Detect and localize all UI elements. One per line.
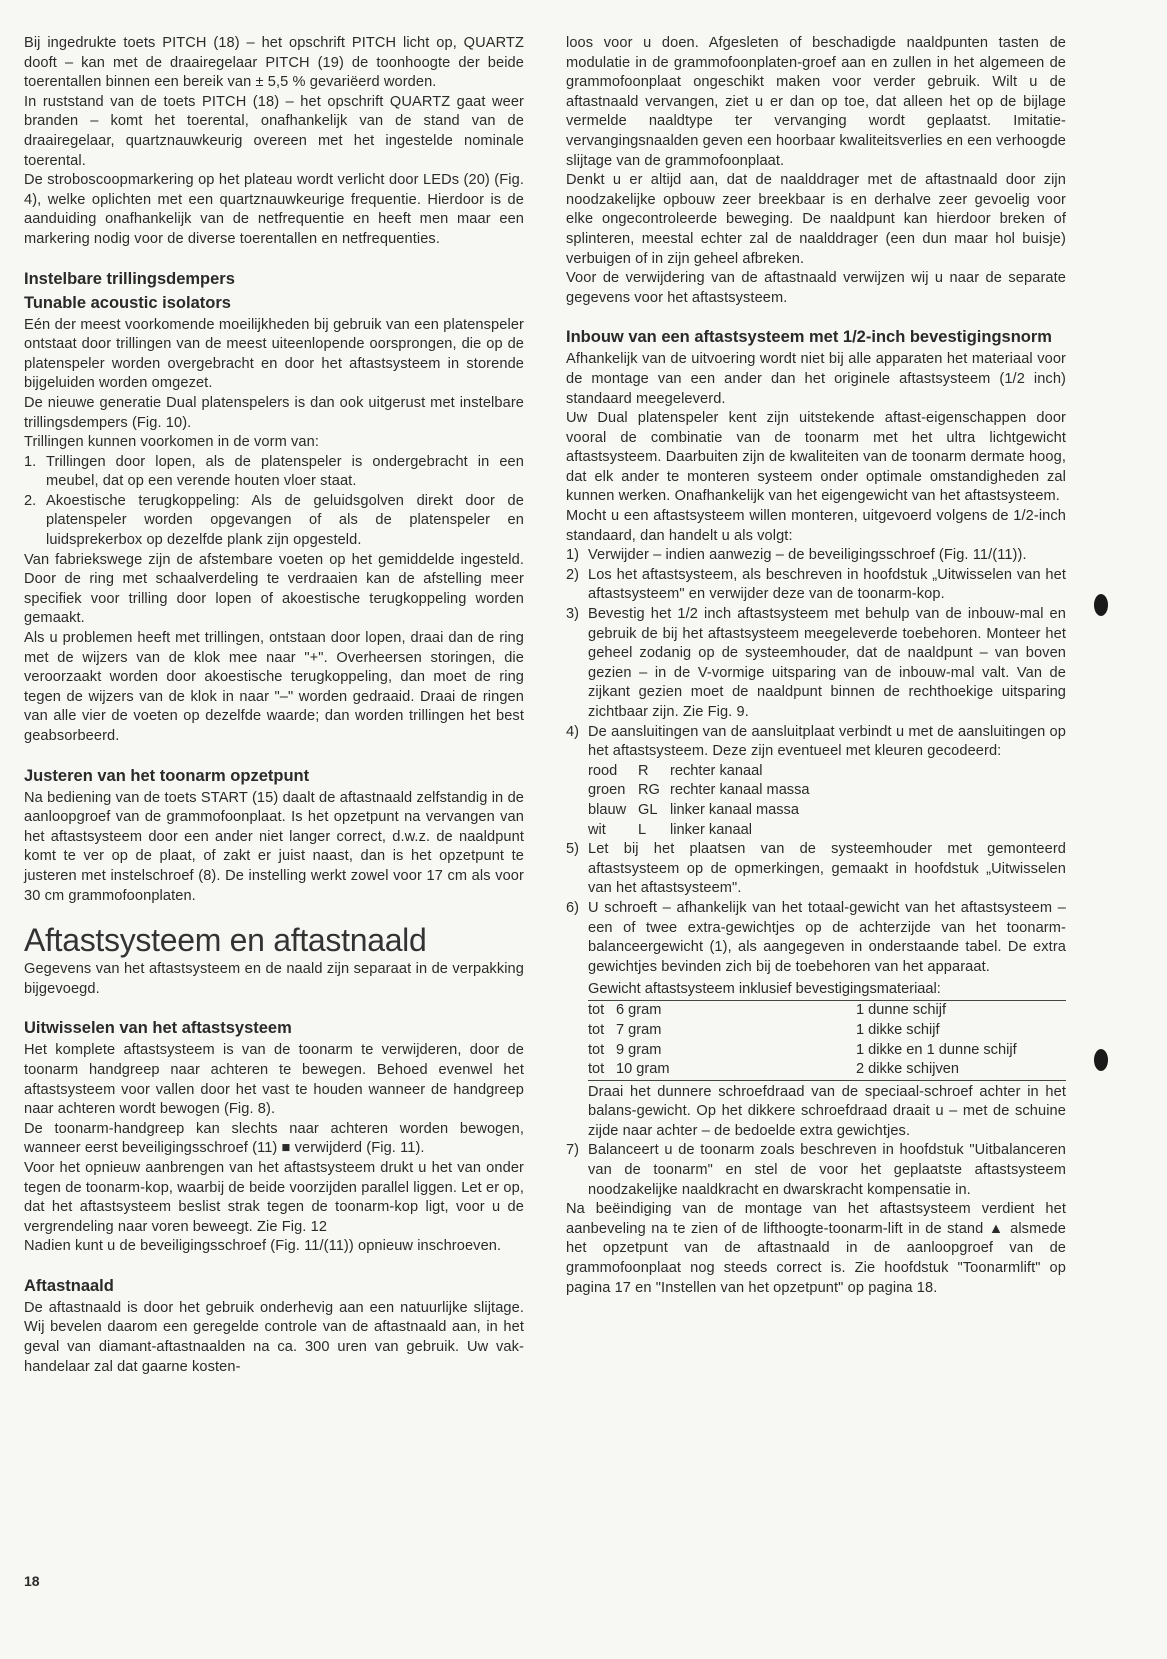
pitch-paragraph: Bij ingedrukte toets PITCH (18) – het opschrift PITCH licht op, QUARTZ dooft – kan met de draairegelaar PITCH (19) de toonhoogte der beide toerentallen binnen een bereik van ± 5,5 % gevariëerd worden.	[24, 35, 524, 91]
weight-prefix: tot	[588, 1021, 605, 1038]
quartz-paragraph: In ruststand van de toets PITCH (18) – het opschrift QUARTZ gaat weer branden – komt het toerental, onafhankelijk van de stand van de draairegelaar, quartznauwkeurig overeen met het ingestelde nominale toerental.	[24, 93, 524, 169]
right-column	[566, 34, 1066, 1298]
weight-desc: 1 dunne schijf	[856, 1002, 947, 1019]
section-intro: Gegevens van het aftastsysteem en de naald zijn separaat in de verpakking bijgevoegd.	[24, 961, 524, 997]
color-code: R	[638, 762, 649, 779]
binder-hole-mark	[1094, 1049, 1108, 1071]
heading-justeren: Justeren van het toonarm opzetpunt	[24, 766, 310, 785]
step-item	[566, 899, 1066, 977]
ring-adjust-paragraph: Als u problemen heeft met trillingen, ontstaan door lopen, draai dan de ring met de wijzers van de klok mee naar "+". Overheersen storingen, die veroorzaakt worden door akoestische terugkoppeling, dan moet de ring tegen de wijzers van de klok in naar "–" worden gedraaid. Draai de ringen van alle vier de voeten op dezelfde waarde; dan worden trillingen het best geabsorbeerd.	[24, 630, 524, 744]
step-text: Balanceert u de toonarm zoals beschreven in hoofdstuk "Uitbalanceren van de toonarm" en stel de voor het geplaatste aftastsysteem noodzakelijke naaldkracht en dwarskracht kompensatie in.	[588, 1142, 1066, 1198]
color-name: wit	[588, 821, 606, 838]
table-row	[588, 1060, 1066, 1080]
weight-gram: 7 gram	[616, 1021, 662, 1038]
step-item	[566, 840, 1066, 899]
naalddrager-paragraph: Denkt u er altijd aan, dat de naalddrager met de aftastnaald door zijn noodzakelijke opbouw zeer breekbaar is en derhalve zeer gevoelig voor elke ongecontroleerde beweging. De naaldpunt kan hierdoor breken of splinteren, meestal echter zal de naalddrager (een dun maar hol buisje) verbuigen of in zijn geheel afbreken.	[566, 172, 1066, 267]
final-paragraph: Na beëindiging van de montage van het aftastsysteem verdient het aanbeveling na te zien of de lifthoogte-toonarm-lift in de stand ▲ alsmede het opzetpunt van de aftastnaald in de aanloopgroef van de grammofoonplaat nog steeds correct is. Zie hoofdstuk "Toonarmlift" op pagina 17 en "Instellen van het opzetpunt" op pagina 18.	[566, 1201, 1066, 1296]
step-number: 6)	[566, 899, 579, 916]
trilling-intro: Eén der meest voorkomende moeilijkheden bij gebruik van een platenspeler ontstaat door trillingen van de meest uiteenlopende oorsprongen, die op de platenspeler worden overgebracht en door het aftastsysteem in storende bijgeluiden worden omgezet.	[24, 316, 524, 392]
weight-desc: 2 dikke schijven	[856, 1060, 1066, 1080]
trilling-list	[24, 453, 524, 551]
step-item	[566, 566, 1066, 605]
factory-setting-paragraph: Van fabriekswege zijn de afstembare voeten op het gemiddelde ingesteld. Door de ring met schaalverdeling te verdraaien kan de afstelling meer specifiek voor trilling door lopen of akoestische terugkoppeling worden gemaakt.	[24, 551, 524, 627]
step-number: 5)	[566, 841, 579, 858]
table-header-row	[588, 979, 1066, 1001]
page-number: 18	[24, 1573, 40, 1589]
uitwisselen-p2: De toonarm-handgreep kan slechts naar achteren worden bewogen, wanneer eerst beveiligingsschroef (11) ■ verwijderd (Fig. 11).	[24, 1120, 524, 1157]
heading-aftastnaald: Aftastnaald	[24, 1276, 114, 1295]
step-item	[566, 723, 1066, 841]
section-title-aftastsysteem: Aftastsysteem en aftastnaald	[24, 922, 427, 959]
step-text: Verwijder – indien aanwezig – de beveiligingsschroef (Fig. 11/(11)).	[588, 547, 1027, 564]
color-code: GL	[638, 801, 658, 818]
inbouw-steps-final	[566, 1141, 1066, 1200]
table-row	[588, 821, 810, 841]
step-item	[566, 546, 1066, 566]
color-name: blauw	[588, 801, 627, 818]
step-text: Let bij het plaatsen van de systeemhouder met gemonteerd aftastsysteem op de opmerkingen, gemaakt in hoofdstuk „Uitwisselen van het aftastsysteem".	[588, 841, 1066, 897]
weight-gram: 9 gram	[616, 1041, 662, 1058]
color-desc: rechter kanaal	[670, 762, 763, 779]
heading-tunable-isolators: Tunable acoustic isolators	[24, 293, 231, 312]
color-desc: rechter kanaal massa	[670, 782, 810, 799]
table-row	[588, 1001, 1066, 1021]
heading-inbouw: Inbouw van een aftastsysteem met 1/2-inch bevestigingsnorm	[566, 328, 1052, 347]
list-item	[24, 492, 524, 551]
weight-desc: 1 dikke schijf	[856, 1021, 940, 1038]
inbouw-p3: Mocht u een aftastsysteem willen monteren, uitgevoerd volgens de 1/2-inch standaard, dan handelt u als volgt:	[566, 508, 1066, 544]
stroboscope-paragraph: De stroboscoopmarkering op het plateau wordt verlicht door LEDs (20) (Fig. 4), welke oplichten met een quartznauwkeurige frequentie. Hierdoor is de aanduiding onafhankelijk van de netfrequentie en heeft men maar een markering nodig voor de diverse toerentallen en netfrequenties.	[24, 172, 524, 247]
weight-desc: 1 dikke en 1 dunne schijf	[856, 1041, 1017, 1058]
aftastnaald-paragraph: De aftastnaald is door het gebruik onderhevig aan een natuurlijke slijtage. Wij bevelen daarom een geregelde controle van de aftastnaald aan, in het geval van diamant-aftastnaalden na ca. 300 uren van gebruik. Uw vak-handelaar zal dat gaarne kosten-	[24, 1299, 524, 1375]
list-item-text: Akoestische terugkoppeling: Als de geluidsgolven direkt door de platenspeler worden opgevangen of als de platenspeler en luidsprekerbox op dezelfde plank zijn opgesteld.	[46, 492, 524, 549]
step-number: 3)	[566, 606, 579, 623]
binder-hole-mark	[1094, 594, 1108, 616]
table-row	[588, 762, 810, 782]
table-row	[588, 801, 810, 821]
trilling-generation: De nieuwe generatie Dual platenspelers is dan ook uitgerust met instelbare trillingsdempers (Fig. 10).	[24, 394, 524, 431]
schroefdraad-paragraph: Draai het dunnere schroefdraad van de speciaal-schroef achter in het balans-gewicht. Op het dikkere schroefdraad draait u – met de schuine zijde naar achter – de bedoelde extra gewichtjes.	[588, 1083, 1066, 1139]
table-row	[588, 781, 810, 801]
inbouw-p2: Uw Dual platenspeler kent zijn uitstekende aftast-eigenschappen door vooral de combinatie van de toonarm met het ultra lichtgewicht aftastsysteem. Daarbuiten zijn de kwaliteiten van de toonarm dermate hoog, dat elk ander te monteren systeem onder optimale omstandigheden zal kunnen werken. Onafhankelijk van het eigengewicht van het aftastsysteem.	[566, 410, 1066, 505]
step-text: Los het aftastsysteem, als beschreven in hoofdstuk „Uitwisselen van het aftastsysteem" en verwijder deze van de toonarm-kop.	[588, 566, 1066, 603]
weight-table-header: Gewicht aftastsysteem inklusief bevestigingsmateriaal:	[588, 979, 1066, 1001]
step-number: 2)	[566, 566, 579, 583]
color-code: RG	[638, 782, 660, 799]
weight-gram: 10 gram	[616, 1060, 856, 1080]
color-code-table	[588, 762, 810, 840]
weight-prefix: tot	[588, 1041, 605, 1058]
step-text: De aansluitingen van de aansluitplaat verbindt u met de aansluitingen op het aftastsysteem. Deze zijn eventueel met kleuren gecodeerd:	[588, 723, 1066, 760]
list-item-number: 2.	[24, 492, 37, 509]
step-text: Bevestig het 1/2 inch aftastsysteem met behulp van de inbouw-mal en gebruik de bij het aftastsysteem meegeleverde toebehoren. Monteer het geheel zodanig op de systeemhouder, dat de naaldpunt – van boven gezien – in de V-vormige uitsparing van de inbouw-mal valt. Van de zijkant gezien moet de naaldpunt binnen de rechthoekige uitsparing zichtbaar zijn. Zie Fig. 9.	[588, 606, 1066, 720]
weight-prefix: tot	[588, 1002, 605, 1019]
heading-trillingsdempers: Instelbare trillingsdempers	[24, 269, 235, 288]
list-item-text: Trillingen door lopen, als de platenspeler is ondergebracht in een meubel, dat op een verende houten vloer staat.	[46, 453, 524, 490]
step-item	[566, 605, 1066, 723]
color-desc: linker kanaal massa	[670, 801, 799, 818]
justeren-paragraph: Na bediening van de toets START (15) daalt de aftastnaald zelfstandig in de aanloopgroef van de grammofoonplaat. Is het opzetpunt na vervangen van het aftastsysteem door een ander niet langer correct, d.w.z. de naaldpunt komt te ver op de plaat, of zakt er juist naast, dan is het opzetpunt te justeren met instelschroef (8). De instelling werkt zowel voor 17 cm als voor 30 cm grammofoonplaten.	[24, 789, 524, 904]
weight-gram: 6 gram	[616, 1002, 662, 1019]
uitwisselen-p4: Nadien kunt u de beveiligingsschroef (Fig. 11/(11)) opnieuw inschroeven.	[24, 1238, 502, 1255]
uitwisselen-p1: Het komplete aftastsysteem is van de toonarm te verwijderen, door de toonarm handgreep naar achteren te bewegen. Behoed evenwel het aftastsysteem voor vallen door het vast te houden wanneer de handgreep naar achteren wordt bewogen (Fig. 8).	[24, 1042, 524, 1118]
step-number: 4)	[566, 723, 579, 740]
step-item	[566, 1141, 1066, 1200]
table-row	[588, 1021, 1066, 1041]
list-item-number: 1.	[24, 453, 37, 470]
table-row	[588, 1041, 1066, 1061]
uitwisselen-p3: Voor het opnieuw aanbrengen van het aftastsysteem drukt u het van onder tegen de toonarm-kop, waarbij de beide voorzijden parallel liggen. Let er op, dat het aftastsysteem beslist strak tegen de toonarm-kop ligt, voor u de vergrendeling naar voren beweegt. Zie Fig. 12	[24, 1159, 524, 1235]
list-item	[24, 453, 524, 492]
trilling-forms-intro: Trillingen kunnen voorkomen in de vorm van:	[24, 434, 319, 451]
step-number: 7)	[566, 1142, 579, 1159]
color-name: rood	[588, 762, 618, 779]
weight-prefix: tot	[588, 1060, 616, 1080]
inbouw-p1: Afhankelijk van de uitvoering wordt niet bij alle apparaten het materiaal voor de montage van een ander dan het originele aftastsysteem (1/2 inch) standaard meegeleverd.	[566, 351, 1066, 407]
step-text: U schroeft – afhankelijk van het totaal-gewicht van het aftastsysteem – een of twee extra-gewichtjes op de achterzijde van het toonarm-balanceergewicht (1), als aangegeven in onderstaande tabel. De extra gewichtjes bevinden zich bij de toebehoren van het apparaat.	[588, 899, 1066, 975]
color-name: groen	[588, 782, 626, 799]
naald-continued-paragraph: loos voor u doen. Afgesleten of beschadigde naaldpunten tasten de modulatie in de grammofoonplaten-groef aan en zullen in het algemeen de grammofoonplaat ongeschikt maken voor verder gebruik. Wilt u de aftastnaald vervangen, ziet u er dan op toe, dat alleen het op de bijlage vermelde naaldtype ter vervanging wordt geplaatst. Imitatie-vervangingsnaalden geven een hoorbaar kwaliteitsverlies en een verhoogde slijtage van de grammofoonplaat.	[566, 35, 1066, 169]
verwijdering-paragraph: Voor de verwijdering van de aftastnaald verwijzen wij u naar de separate gegevens voor het aftastsysteem.	[566, 270, 1066, 306]
inbouw-steps	[566, 546, 1066, 977]
color-desc: linker kanaal	[670, 821, 752, 838]
step-number: 1)	[566, 547, 579, 564]
color-code: L	[638, 821, 647, 838]
left-column	[24, 34, 524, 1377]
weight-table	[588, 979, 1066, 1080]
heading-uitwisselen: Uitwisselen van het aftastsysteem	[24, 1019, 292, 1038]
